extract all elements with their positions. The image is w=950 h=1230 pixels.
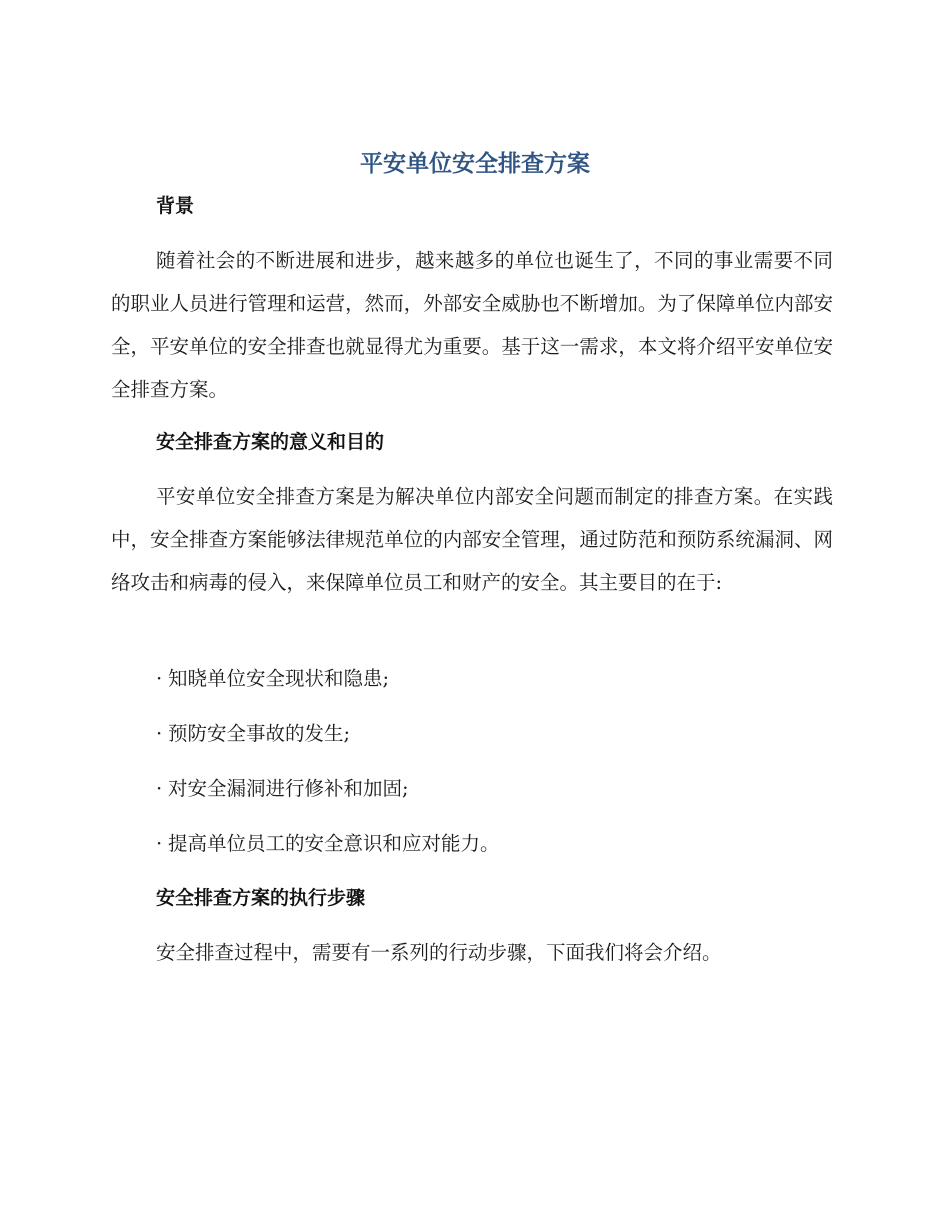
bullet-dot: · <box>156 777 163 800</box>
list-item <box>156 775 409 803</box>
list-item <box>156 720 350 748</box>
steps-paragraph: 安全排查过程中，需要有一系列的行动步骤，下面我们将会介绍。 <box>156 941 722 964</box>
list-item-text: 对安全漏洞进行修补和加固; <box>168 777 409 800</box>
list-item <box>156 665 389 693</box>
list-item <box>156 830 500 858</box>
section-heading-background: 背景 <box>156 195 195 217</box>
section-heading-steps: 安全排查方案的执行步骤 <box>156 887 366 909</box>
list-item-text: 预防安全事故的发生; <box>168 722 351 745</box>
list-item-text: 提高单位员工的安全意识和应对能力。 <box>168 832 500 855</box>
document-title: 平安单位安全排查方案 <box>360 151 590 177</box>
section-heading-purpose: 安全排查方案的意义和目的 <box>156 431 385 453</box>
list-item-text: 知晓单位安全现状和隐患; <box>168 667 390 690</box>
purpose-paragraph: 平安单位安全排查方案是为解决单位内部安全问题而制定的排查方案。在实践中，安全排查方案能够法律规范单位的内部安全管理，通过防范和预防系统漏洞、网络攻击和病毒的侵入，来保障单位员工和财产的安全。其主要目的在于: <box>111 485 833 594</box>
bullet-dot: · <box>156 667 163 690</box>
bullet-dot: · <box>156 722 163 745</box>
background-paragraph: 随着社会的不断进展和进步，越来越多的单位也诞生了，不同的事业需要不同的职业人员进行管理和运营，然而，外部安全威胁也不断增加。为了保障单位内部安全，平安单位的安全排查也就显得尤为重要。基于这一需求，本文将介绍平安单位安全排查方案。 <box>111 249 833 401</box>
bullet-dot: · <box>156 832 163 855</box>
